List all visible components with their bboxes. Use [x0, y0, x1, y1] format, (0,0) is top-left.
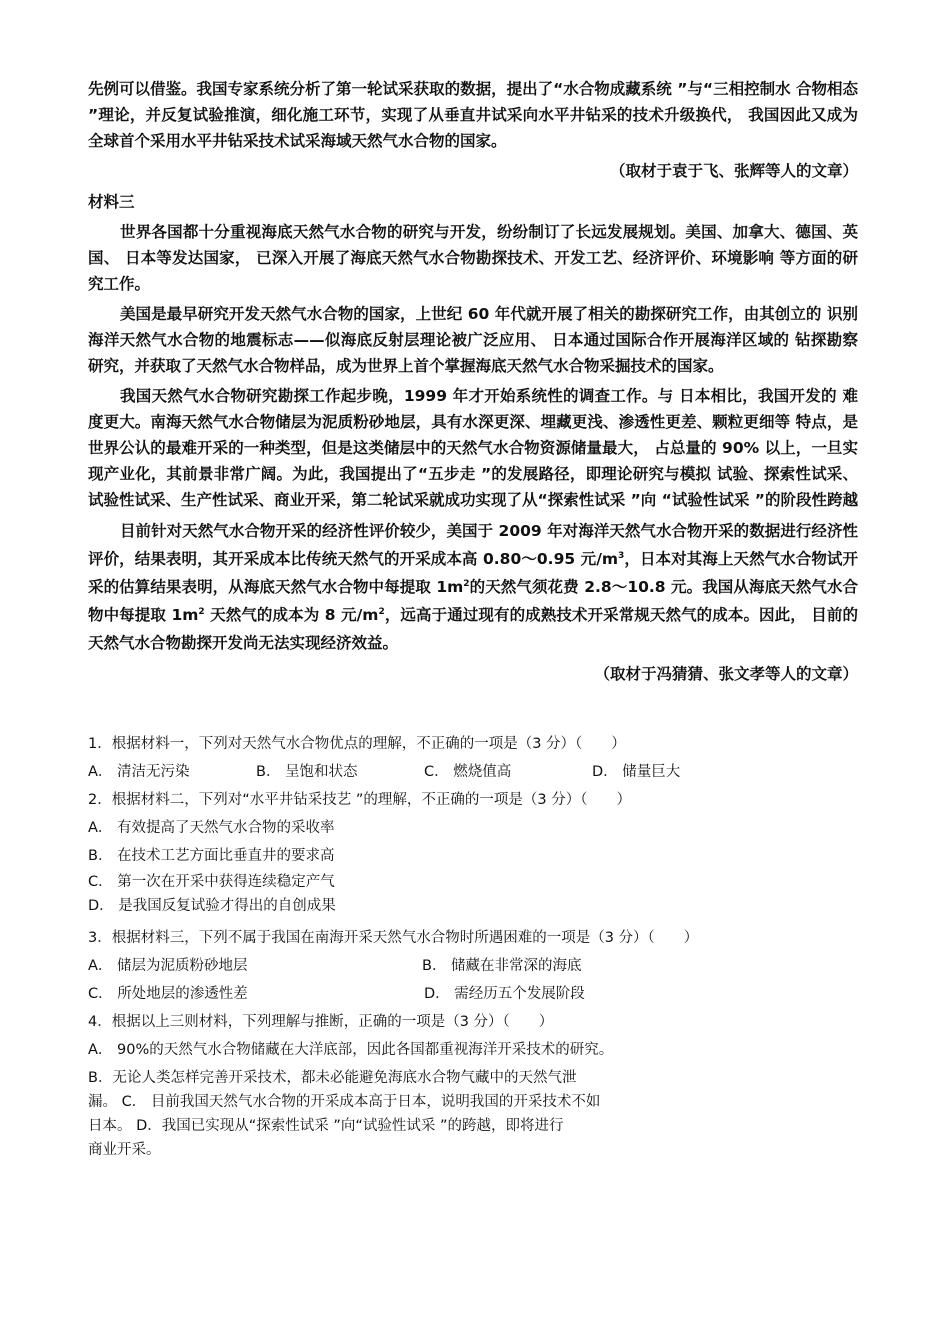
- question-3: [88, 924, 868, 1008]
- question-2-option-d: D． 是我国反复试验才得出的自创成果: [88, 898, 336, 914]
- question-2-option-b: B． 在技术工艺方面比垂直井的要求高: [88, 848, 335, 864]
- question-3-option-b: B． 储藏在非常深的海底: [422, 958, 582, 974]
- question-1-stem: 1．根据材料一，下列对天然气水合物优点的理解，不正确的一项是（3 分）（ ）: [88, 736, 626, 752]
- questions-section: [88, 730, 868, 1162]
- material3-paragraph-2: 美国是最早研究开发天然气水合物的国家，上世纪 60 年代就开展了相关的勘探研究工作，由其创立的 识别海洋天然气水合物的地震标志——似海底反射层理论被广泛应用、 日本通过国际合作开展海洋区域的 钻探勘察研究，并获取了天然气水合物样品，成为世界上首个掌握海底天然气水合物采掘技术的国家。: [88, 305, 858, 375]
- question-4-option-d-line: 日本。 D．我国已实现从“探索性试采 ”向“试验性试采 ”的跨越，即将进行: [88, 1118, 564, 1134]
- question-3-option-a: A． 储层为泥质粉砂地层: [88, 958, 248, 974]
- question-4-option-c-line: 漏。 C． 目前我国天然气水合物的开采成本高于日本，说明我国的开采技术不如: [88, 1094, 601, 1110]
- question-2: [88, 786, 868, 918]
- material2-source: （取材于袁于飞、张辉等人的文章）: [609, 162, 858, 180]
- material3-paragraph-4: 目前针对天然气水合物开采的经济性评价较少，美国于 2009 年对海洋天然气水合物开采的数据进行经济性评价，结果表明，其开采成本比传统天然气的开采成本高 0.80～0.95 元$/m^3$，日本对其海上天然气水合物试开采的估算结果表明，从海底天然气水合物中每提取 $1m^2$的天然气须花费 2.8～10.8 元。我国从海底天然气水合物中每提取 $1m^2$ 天然气的成本为 8 元$/m^2$，远高于通过现有的成熟技术开采常规天然气的成本。因此， 目前的天然气水合物勘探开发尚无法实现经济效益。: [88, 522, 858, 652]
- question-2-stem: 2．根据材料二，下列对“水平井钻采技艺 ”的理解，不正确的一项是（3 分）（ ）: [88, 792, 631, 808]
- question-1-option-a: A． 清洁无污染: [88, 764, 190, 780]
- material3-heading: 材料三: [88, 193, 135, 211]
- material3-source: （取材于冯猜猜、张文孝等人的文章）: [594, 665, 858, 683]
- question-4-option-d-end: 商业开采。: [88, 1142, 161, 1158]
- question-3-option-c: C． 所处地层的渗透性差: [88, 986, 248, 1002]
- question-1-option-b: B． 呈饱和状态: [256, 764, 358, 780]
- question-3-option-d: D． 需经历五个发展阶段: [424, 986, 585, 1002]
- material2-ending: [88, 76, 858, 188]
- question-2-option-c: C． 第一次在开采中获得连续稳定产气: [88, 874, 335, 890]
- question-1: [88, 730, 868, 786]
- question-1-option-d: D． 储量巨大: [592, 764, 681, 780]
- question-4-option-a: A． 90%的天然气水合物储藏在大洋底部，因此各国都重视海洋开采技术的研究。: [88, 1042, 614, 1058]
- question-4-option-b-line-1: B．无论人类怎样完善开采技术，都未必能避免海底水合物气藏中的天然气泄: [88, 1070, 577, 1086]
- material3-section: [88, 189, 858, 691]
- question-1-options: [88, 758, 868, 786]
- question-3-options-row-2: [88, 980, 868, 1008]
- material3-paragraph-1: 世界各国都十分重视海底天然气水合物的研究与开发，纷纷制订了长远发展规划。美国、加拿大、德国、英国、 日本等发达国家， 已深入开展了海底天然气水合物勘探技术、开发工艺、经济评价、环境影响 等方面的研究工作。: [88, 223, 858, 293]
- question-1-option-c: C． 燃烧值高: [424, 764, 512, 780]
- question-2-option-a: A． 有效提高了天然气水合物的采收率: [88, 820, 335, 836]
- question-4-stem: 4．根据以上三则材料，下列理解与推断，正确的一项是（3 分）（ ）: [88, 1014, 554, 1030]
- material3-paragraph-3: 我国天然气水合物研究勘探工作起步晚，1999 年才开始系统性的调查工作。与 日本相比，我国开发的 难度更大。南海天然气水合物储层为泥质粉砂地层，具有水深更深、埋藏更浅、渗透性更差、颗粒更细等 特点，是世界公认的最难开采的一种类型，但是这类储层中的天然气水合物资源储量最大， 占总量的 90% 以上，一旦实现产业化，其前景非常广阔。为此，我国提出了“五步走 ”的发展路径，即理论研究与模拟 试验、探索性试采、试验性试采、生产性试采、商业开采，第二轮试采就成功实现了从“探索性试采 ”向 “试验性试采 ”的阶段性跨越: [88, 387, 858, 509]
- question-3-options-row-1: [88, 952, 868, 980]
- material2-paragraph: 先例可以借鉴。我国专家系统分析了第一轮试采获取的数据，提出了“水合物成藏系统 ”与“三相控制水 合物相态 ”理论，并反复试验推演，细化施工环节，实现了从垂直井试采向水平井钻采的技术升级换代， 我国因此又成为全球首个采用水平井钻采技术试采海域天然气水合物的国家。: [88, 80, 858, 150]
- question-3-stem: 3．根据材料三，下列不属于我国在南海开采天然气水合物时所遇困难的一项是（3 分）（ ）: [88, 930, 699, 946]
- question-4: [88, 1008, 868, 1162]
